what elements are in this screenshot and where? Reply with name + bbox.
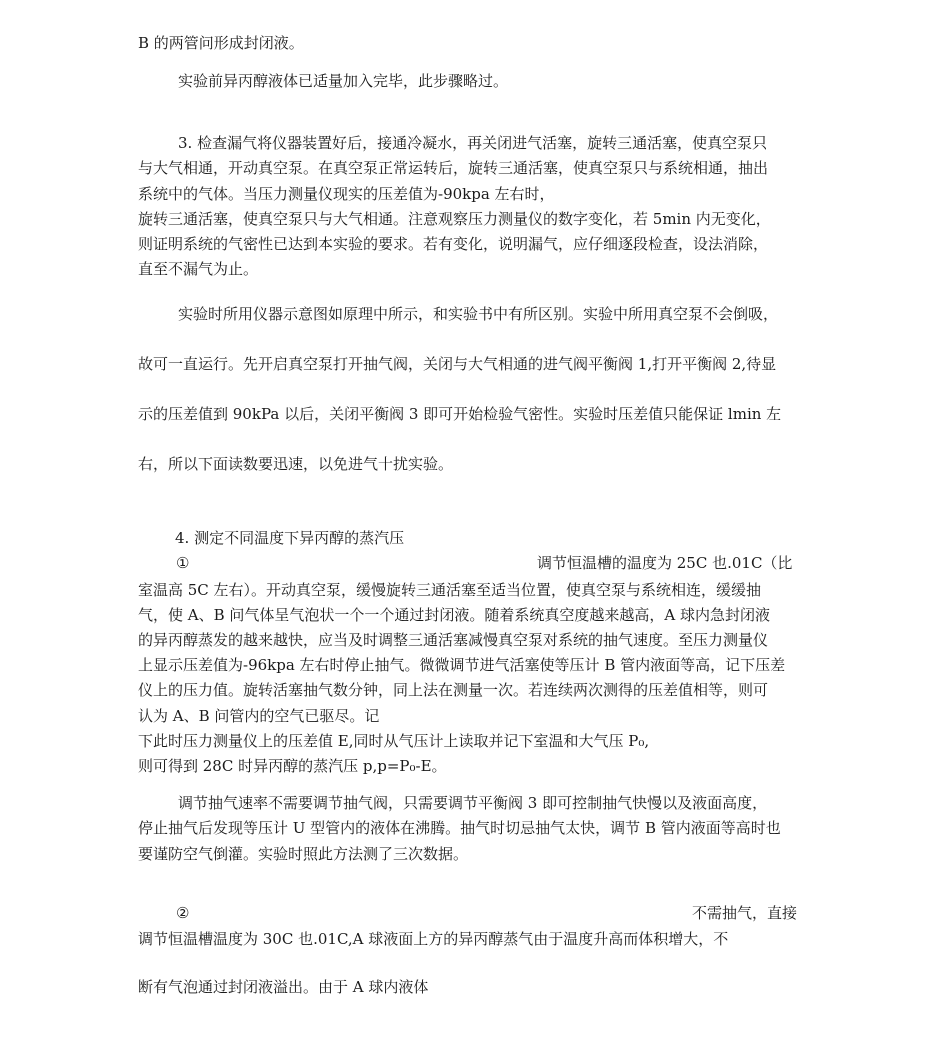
step-marker-2: ② [176, 904, 190, 922]
text-line: 系统中的气体。当压力测量仪现实的压差值为-90kpa 左右时， [138, 185, 555, 203]
text-line: 与大气相通，开动真空泵。在真空泵正常运转后，旋转三通活塞，使真空泵只与系统相通，抽出 [138, 159, 769, 177]
text-line: B 的两管问形成封闭液。 [138, 34, 304, 52]
text-line: 室温高 5C 左右）。开动真空泵，缓慢旋转三通活塞至适当位置，使真空泵与系统相连，缓缓抽 [138, 581, 762, 599]
text-line: 要谨防空气倒灌。实验时照此方法测了三次数据。 [138, 845, 469, 863]
text-line: 实验前异丙醇液体已适量加入完毕，此步骤略过。 [178, 72, 509, 90]
text-line: 实验时所用仪器示意图如原理中所示，和实验书中有所区别。实验中所用真空泵不会倒吸， [178, 305, 779, 323]
text-line: 下此时压力测量仪上的压差值 E,同时从气压计上读取并记下室温和大气压 P₀, [138, 732, 650, 750]
text-line: 示的压差值到 90kPa 以后，关闭平衡阀 3 即可开始检验气密性。实验时压差值只能保证 lmin 左 [138, 405, 782, 423]
text-line: 则证明系统的气密性已达到本实验的要求。若有变化，说明漏气，应仔细逐段检查，设法消除， [138, 235, 769, 253]
text-line: 调节恒温槽温度为 30C 也.01C,A 球液面上方的异丙醇蒸气由于温度升高而体积增大，不 [138, 930, 729, 948]
text-line: 停止抽气后发现等压计 U 型管内的液体在沸腾。抽气时切忌抽气太快，调节 B 管内液面等高时也 [138, 819, 781, 837]
step-marker-1: ① [176, 554, 190, 572]
text-line: 直至不漏气为止。 [138, 260, 259, 278]
text-line: 断有气泡通过封闭液溢出。由于 A 球内液体 [138, 978, 429, 996]
text-line: 仪上的压力值。旋转活塞抽气数分钟，同上法在测量一次。若连续两次测得的压差值相等，则可 [138, 681, 769, 699]
text-line: 的异丙醇蒸发的越来越快，应当及时调整三通活塞减慢真空泵对系统的抽气速度。至压力测量仪 [138, 631, 769, 649]
text-line: 上显示压差值为-96kpa 左右时停止抽气。微微调节进气活塞使等压计 B 管内液面等高，记下压差 [138, 656, 786, 674]
text-line: 不需抽气，直接 [692, 904, 798, 922]
text-line: 右，所以下面读数要迅速，以免进气十扰实验。 [138, 455, 454, 473]
text-line: 认为 A、B 问管内的空气已驱尽。记 [138, 707, 380, 725]
text-line: 旋转三通活塞，使真空泵只与大气相通。注意观察压力测量仪的数字变化，若 5min 内无变化， [138, 210, 771, 228]
text-line: 气，使 A、B 问气体呈气泡状一个一个通过封闭液。随着系统真空度越来越高，A 球内急封闭液 [138, 606, 770, 624]
step-3-heading: 3. 检查漏气将仪器装置好后，接通冷凝水，再关闭进气活塞，旋转三通活塞，使真空泵只 [178, 134, 768, 152]
step-4-heading: 4. 测定不同温度下异丙醇的蒸汽压 [175, 529, 405, 547]
text-line: 调节抽气速率不需要调节抽气阀，只需要调节平衡阀 3 即可控制抽气快慢以及液面高度， [178, 794, 768, 812]
text-line: 调节恒温槽的温度为 25C 也.01C（比 [537, 554, 793, 572]
text-line: 故可一直运行。先开启真空泵打开抽气阀，关闭与大气相通的进气阀平衡阀 1,打开平衡阀 2,待显 [138, 355, 777, 373]
text-line: 则可得到 28C 时异丙醇的蒸汽压 p,p=P₀-E。 [138, 757, 447, 775]
